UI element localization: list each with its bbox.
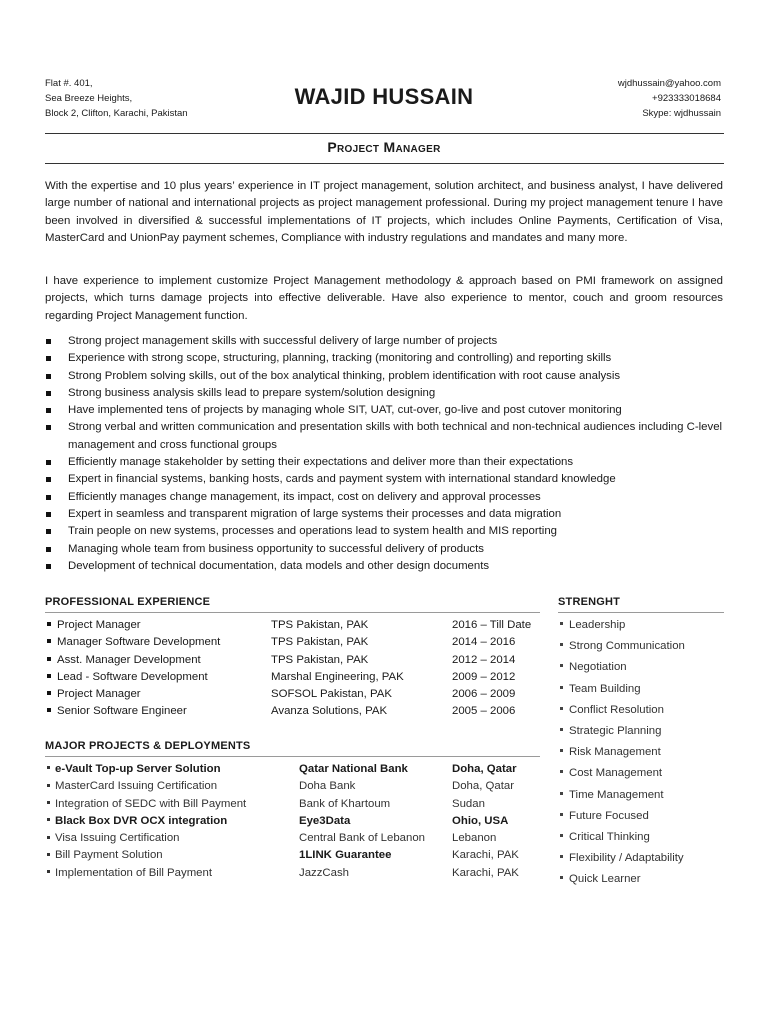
list-item: Have implemented tens of projects by managing whole SIT, UAT, cut-over, go-live and post cutover monitoring — [45, 402, 725, 419]
email[interactable]: wjdhussain@yahoo.com — [617, 78, 721, 89]
bullet-icon — [47, 853, 50, 856]
bullet-icon — [47, 691, 51, 695]
address-line: Sea Breeze Heights, — [45, 93, 133, 104]
list-item: Strong project management skills with successful delivery of large number of projects — [45, 333, 725, 350]
bullet-icon — [47, 657, 51, 661]
bullet-icon — [560, 643, 563, 646]
list-item: Efficiently manage stakeholder by setting their expectations and deliver more than their expectations — [45, 454, 725, 471]
address-line: Block 2, Clifton, Karachi, Pakistan — [45, 108, 188, 119]
bullet-icon — [560, 834, 563, 837]
skype: Skype: wjdhussain — [642, 108, 721, 119]
list-item: Strong verbal and written communication and presentation skills with both technical and non-technical audiences including C-level management and cross functional groups — [45, 419, 725, 454]
bullet-icon — [47, 870, 50, 873]
bullet-icon — [47, 801, 50, 804]
bullet-icon — [47, 836, 50, 839]
phone: +923333018684 — [652, 93, 721, 104]
bullet-icon — [46, 477, 51, 482]
list-item: Train people on new systems, processes and operations lead to system health and MIS reporting — [45, 523, 725, 540]
bullet-icon — [47, 708, 51, 712]
bullet-icon — [46, 391, 51, 396]
list-item: Efficiently manages change management, its impact, cost on delivery and approval processes — [45, 489, 725, 506]
bullet-icon — [47, 818, 50, 821]
list-item: Strong Problem solving skills, out of the box analytical thinking, problem identification with root cause analysis — [45, 368, 725, 385]
bullet-icon — [47, 622, 51, 626]
list-item: Future Focused — [558, 806, 685, 827]
bullet-icon — [47, 766, 50, 769]
list-item: Strong Communication — [558, 636, 685, 657]
experience-divider — [45, 612, 540, 613]
title-divider — [45, 163, 724, 164]
bullet-icon — [46, 356, 51, 361]
job-title: Project Manager — [327, 139, 441, 155]
list-item: Risk Management — [558, 742, 685, 763]
list-item: Negotiation — [558, 657, 685, 678]
list-item: Managing whole team from business opportunity to successful delivery of products — [45, 541, 725, 558]
header-divider — [45, 133, 724, 134]
list-item: Strategic Planning — [558, 721, 685, 742]
address-line: Flat #. 401, — [45, 78, 93, 89]
bullet-icon — [47, 674, 51, 678]
bullet-icon — [560, 707, 563, 710]
list-item: Strong business analysis skills lead to prepare system/solution designing — [45, 385, 725, 402]
bullet-icon — [560, 792, 563, 795]
bullet-icon — [46, 529, 51, 534]
bullet-icon — [46, 495, 51, 500]
bullet-icon — [560, 876, 563, 879]
bullet-icon — [560, 664, 563, 667]
list-item: Conflict Resolution — [558, 700, 685, 721]
candidate-name: WAJID HUSSAIN — [294, 84, 474, 109]
bullet-icon — [560, 622, 563, 625]
bullet-icon — [46, 547, 51, 552]
list-item: Time Management — [558, 785, 685, 806]
list-item: Experience with strong scope, structuring, planning, tracking (monitoring and controlling) and reporting skills — [45, 350, 725, 367]
bullet-icon — [47, 639, 51, 643]
summary-paragraph: With the expertise and 10 plus years’ experience in IT project management, solution architect, and business analyst, I have delivered large number of national and international projects as project management professional. During my project management tenure I have been involved in diversified & successful implementations of IT projects, which includes Online Payments, Certification of Visa, MasterCard and UnionPay payment schemes, Compliance with industry regulations and mandates and many more. — [45, 180, 723, 244]
list-item: Leadership — [558, 615, 685, 636]
bullet-icon — [46, 564, 51, 569]
bullet-icon — [560, 728, 563, 731]
strength-list — [558, 615, 685, 891]
bullet-icon — [47, 784, 50, 787]
summary-paragraph: I have experience to implement customize Project Management methodology & approach based on PMI framework on assigned projects, which turns damage projects into effective deliverable. Have also experience to mentor, couch and groom resources regarding Project Management function. — [45, 275, 723, 322]
projects-divider — [45, 756, 540, 757]
bullet-icon — [46, 425, 51, 430]
list-item: Cost Management — [558, 763, 685, 784]
skills-list — [45, 333, 725, 575]
bullet-icon — [46, 339, 51, 344]
bullet-icon — [46, 512, 51, 517]
list-item: Team Building — [558, 679, 685, 700]
contact-block — [618, 76, 721, 121]
experience-heading: PROFESSIONAL EXPERIENCE — [45, 596, 211, 608]
strength-heading: STRENGHT — [558, 596, 621, 608]
list-item: Development of technical documentation, data models and other design documents — [45, 558, 725, 575]
bullet-icon — [560, 770, 563, 773]
projects-heading: MAJOR PROJECTS & DEPLOYMENTS — [45, 740, 251, 752]
list-item: Expert in seamless and transparent migration of large systems their processes and data migration — [45, 506, 725, 523]
list-item: Expert in financial systems, banking hosts, cards and payment system with international standard knowledge — [45, 471, 725, 488]
list-item: Critical Thinking — [558, 827, 685, 848]
bullet-icon — [560, 813, 563, 816]
bullet-icon — [46, 408, 51, 413]
bullet-icon — [560, 749, 563, 752]
list-item: Flexibility / Adaptability — [558, 848, 685, 869]
bullet-icon — [560, 855, 563, 858]
bullet-icon — [46, 460, 51, 465]
list-item: Quick Learner — [558, 869, 685, 890]
bullet-icon — [46, 374, 51, 379]
strength-divider — [558, 612, 724, 613]
bullet-icon — [560, 686, 563, 689]
